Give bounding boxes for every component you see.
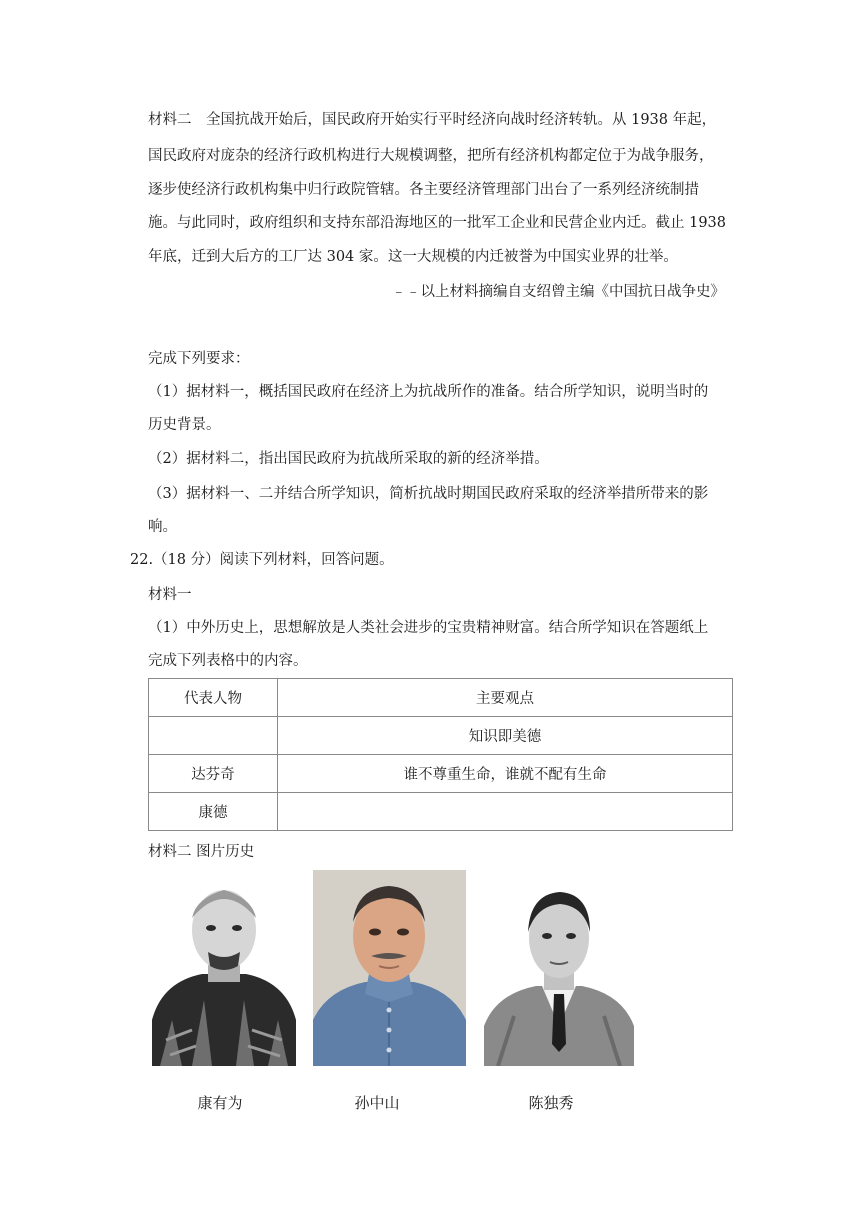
table-row [149, 755, 733, 793]
table-header-view: 主要观点 [278, 679, 733, 717]
requirements-heading: 完成下列要求： [148, 351, 250, 367]
table-cell-view: 知识即美德 [278, 717, 733, 755]
table-cell-view [278, 793, 733, 831]
material2-picture-label: 材料二 图片历史 [148, 844, 255, 860]
table-cell-person: 达芬奇 [149, 755, 278, 793]
question-22-1-line-1: （1）中外历史上，思想解放是人类社会进步的宝贵精神财富。结合所学知识在答题纸上 [148, 620, 709, 636]
question-22-header: 22.（18 分）阅读下列材料，回答问题。 [130, 552, 394, 568]
table-row [149, 793, 733, 831]
requirement-3-line-2: 响。 [148, 519, 177, 535]
table-cell-view: 谁不尊重生命，谁就不配有生命 [278, 755, 733, 793]
requirement-2: （2）据材料二，指出国民政府为抗战所采取的新的经济举措。 [148, 451, 549, 467]
requirement-3-line-1: （3）据材料一、二并结合所学知识，简析抗战时期国民政府采取的经济举措所带来的影 [148, 486, 709, 502]
material2-source: ﹣﹣以上材料摘编自支绍曾主编《中国抗日战争史》 [391, 284, 725, 300]
caption-chen-duxiu: 陈独秀 [528, 1094, 574, 1112]
portrait-kang-youwei [152, 870, 296, 1066]
thinkers-table [148, 678, 733, 831]
table-header-row [149, 679, 733, 717]
material2-line-2: 国民政府对庞杂的经济行政机构进行大规模调整，把所有经济机构都定位于为战争服务， [148, 148, 714, 164]
portrait-sun-yatsen [313, 870, 466, 1066]
table-row [149, 717, 733, 755]
requirement-1-line-2: 历史背景。 [148, 417, 221, 433]
material2-line-4: 施。与此同时，政府组织和支持东部沿海地区的一批军工企业和民营企业内迁。截止 1938 [148, 215, 727, 231]
material2-line-3: 逐步使经济行政机构集中归行政院管辖。各主要经济管理部门出台了一系列经济统制措 [148, 182, 699, 198]
caption-kang-youwei: 康有为 [197, 1094, 243, 1112]
table-header-person: 代表人物 [149, 679, 278, 717]
caption-sun-yatsen: 孙中山 [354, 1094, 400, 1112]
requirement-1-line-1: （1）据材料一，概括国民政府在经济上为抗战所作的准备。结合所学知识，说明当时的 [148, 384, 709, 400]
portrait-chen-duxiu [484, 876, 634, 1066]
material2-line-5: 年底，迁到大后方的工厂达 304 家。这一大规模的内迁被誉为中国实业界的壮举。 [148, 249, 678, 265]
table-cell-person [149, 717, 278, 755]
material2-line-1: 材料二 全国抗战开始后，国民政府开始实行平时经济向战时经济转轨。从 1938 年起， [148, 112, 717, 128]
material1-label: 材料一 [148, 587, 192, 603]
question-22-1-line-2: 完成下列表格中的内容。 [148, 653, 308, 669]
table-cell-person: 康德 [149, 793, 278, 831]
